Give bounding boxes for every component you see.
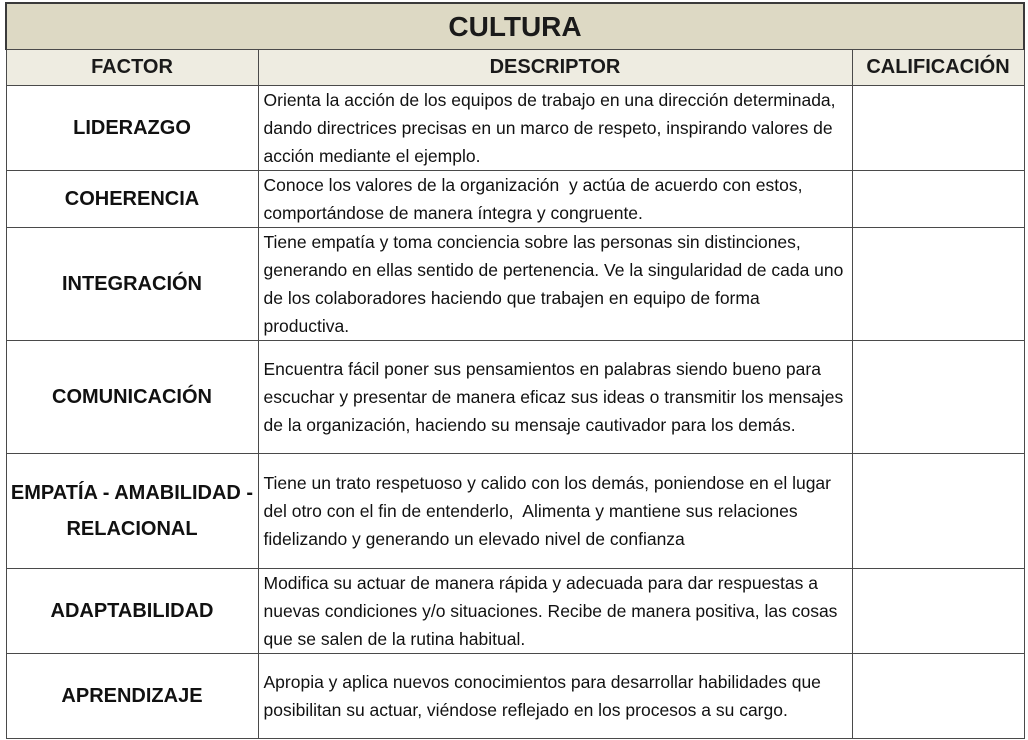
factor-cell: COMUNICACIÓN [6,341,258,454]
descriptor-cell: Tiene un trato respetuoso y calido con los demás, poniendose en el lugar del otro con el fin de entenderlo, Alimenta y mantiene sus relaciones fidelizando y generando un elevado nivel de confianza [258,454,852,569]
rating-cell[interactable] [852,569,1024,654]
factor-cell: COHERENCIA [6,171,258,228]
factor-cell: APRENDIZAJE [6,654,258,739]
rating-cell[interactable] [852,171,1024,228]
factor-cell: LIDERAZGO [6,86,258,171]
table-row [6,341,1024,454]
rating-cell[interactable] [852,654,1024,739]
table-row [6,228,1024,341]
header-rating: CALIFICACIÓN [852,50,1024,86]
header-descriptor: DESCRIPTOR [258,50,852,86]
header-row [6,50,1024,86]
descriptor-cell: Modifica su actuar de manera rápida y adecuada para dar respuestas a nuevas condiciones y/o situaciones. Recibe de manera positiva, las cosas que se salen de la rutina habitual. [258,569,852,654]
culture-table [5,2,1025,739]
header-factor: FACTOR [6,50,258,86]
descriptor-cell: Conoce los valores de la organización y actúa de acuerdo con estos, comportándose de manera íntegra y congruente. [258,171,852,228]
descriptor-cell: Orienta la acción de los equipos de trabajo en una dirección determinada, dando directrices precisas en un marco de respeto, inspirando valores de acción mediante el ejemplo. [258,86,852,171]
descriptor-cell: Tiene empatía y toma conciencia sobre las personas sin distinciones, generando en ellas sentido de pertenencia. Ve la singularidad de cada uno de los colaboradores haciendo que trabajen en equipo de forma productiva. [258,228,852,341]
descriptor-cell: Encuentra fácil poner sus pensamientos en palabras siendo bueno para escuchar y presentar de manera eficaz sus ideas o transmitir los mensajes de la organización, haciendo su mensaje cautivador para los demás. [258,341,852,454]
rating-cell[interactable] [852,86,1024,171]
factor-cell: ADAPTABILIDAD [6,569,258,654]
table-row [6,454,1024,569]
title-row [6,3,1024,50]
table-title: CULTURA [6,3,1024,50]
rating-cell[interactable] [852,454,1024,569]
factor-cell: INTEGRACIÓN [6,228,258,341]
rating-cell[interactable] [852,341,1024,454]
rating-cell[interactable] [852,228,1024,341]
table-row [6,86,1024,171]
table-row [6,569,1024,654]
factor-cell: EMPATÍA - AMABILIDAD - RELACIONAL [6,454,258,569]
descriptor-cell: Apropia y aplica nuevos conocimientos para desarrollar habilidades que posibilitan su actuar, viéndose reflejado en los procesos a su cargo. [258,654,852,739]
table-row [6,654,1024,739]
table-row [6,171,1024,228]
